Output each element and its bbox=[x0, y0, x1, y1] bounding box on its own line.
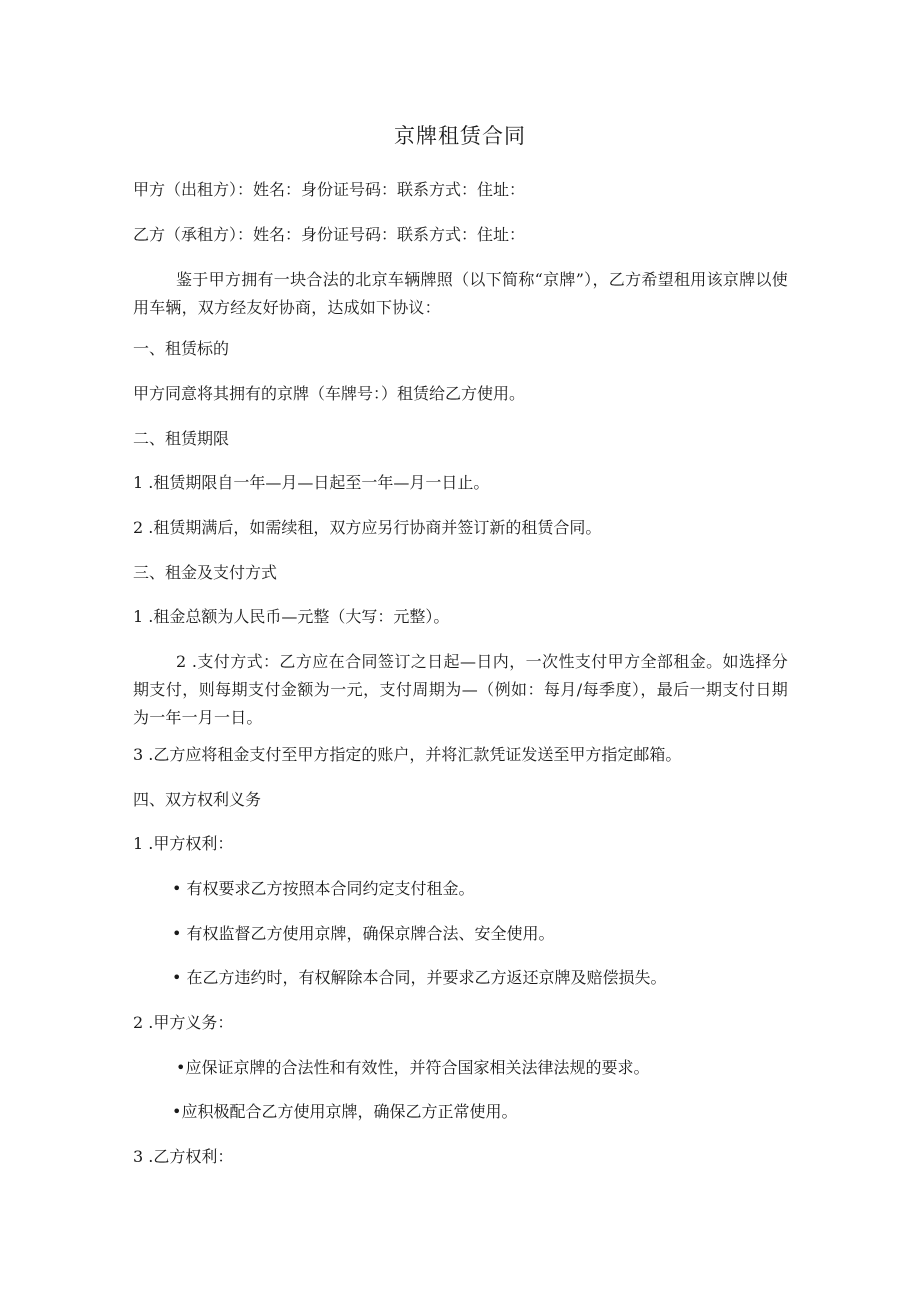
party-a-right-3: • 在乙方违约时，有权解除本合同，并要求乙方返还京牌及赔偿损失。 bbox=[172, 968, 667, 987]
party-a-duties-heading: 2 .甲方义务： bbox=[133, 1013, 234, 1032]
party-b-rights-heading: 3 .乙方权利： bbox=[133, 1147, 234, 1166]
party-a-rights-heading: 1 .甲方权利： bbox=[133, 834, 234, 853]
section-3-item-3: 3 .乙方应将租金支付至甲方指定的账户，并将汇款凭证发送至甲方指定邮箱。 bbox=[133, 745, 682, 764]
party-b-line: 乙方（承租方）：姓名：身份证号码：联系方式：住址： bbox=[133, 225, 526, 244]
section-2-item-2: 2 .租赁期满后，如需续租，双方应另行协商并签订新的租赁合同。 bbox=[133, 518, 602, 537]
section-3-item-2: 2 .支付方式：乙方应在合同签订之日起—日内，一次性支付甲方全部租金。如选择分期支付，则每期支付金额为一元，支付周期为—（例如：每月/每季度），最后一期支付日期为一年一月一日。 bbox=[133, 652, 788, 727]
party-a-duty-1: •应保证京牌的合法性和有效性，并符合国家相关法律法规的要求。 bbox=[176, 1058, 650, 1077]
party-a-line: 甲方（出租方）：姓名：身份证号码：联系方式：住址： bbox=[133, 180, 526, 199]
section-3-item-1: 1 .租金总额为人民币—元整（大写：元整）。 bbox=[133, 607, 450, 626]
section-2-heading: 二、租赁期限 bbox=[133, 429, 230, 448]
preamble-paragraph: 鉴于甲方拥有一块合法的北京车辆牌照（以下简称“京牌”），乙方希望租用该京牌以使用车辆，双方经友好协商，达成如下协议： bbox=[133, 270, 788, 317]
party-a-right-1: • 有权要求乙方按照本合同约定支付租金。 bbox=[172, 879, 475, 898]
section-4-heading: 四、双方权利义务 bbox=[133, 790, 262, 809]
section-3-heading: 三、租金及支付方式 bbox=[133, 563, 278, 582]
document-title: 京牌租赁合同 bbox=[394, 124, 526, 148]
section-1-text: 甲方同意将其拥有的京牌（车牌号：）租赁给乙方使用。 bbox=[133, 384, 526, 403]
section-2-item-1: 1 .租赁期限自一年—月—日起至一年—月一日止。 bbox=[133, 473, 490, 492]
party-a-duty-2: •应积极配合乙方使用京牌，确保乙方正常使用。 bbox=[172, 1102, 518, 1121]
party-a-right-2: • 有权监督乙方使用京牌，确保京牌合法、安全使用。 bbox=[172, 924, 555, 943]
section-1-heading: 一、租赁标的 bbox=[133, 339, 230, 358]
